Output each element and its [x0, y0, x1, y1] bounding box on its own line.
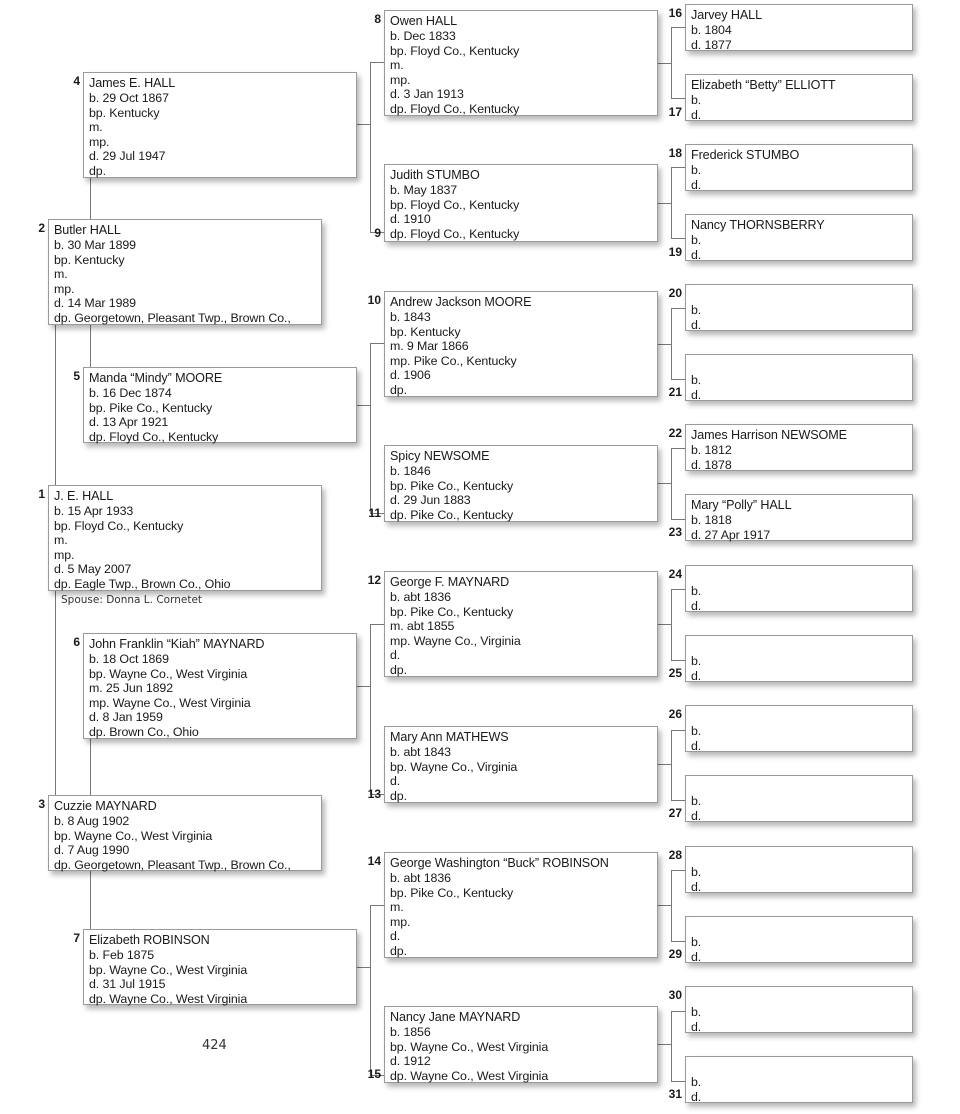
person-fact: dp. Wayne Co., West Virginia: [89, 991, 248, 1006]
bracket-4-spine: [370, 62, 371, 232]
person-box-6[interactable]: [83, 633, 357, 739]
person-fact: b. May 1837: [390, 183, 458, 197]
person-name: [691, 778, 908, 794]
person-box-14[interactable]: [384, 852, 658, 958]
ahnentafel-number: 17: [668, 105, 682, 119]
connector-4-2: [90, 178, 91, 219]
person-box-30[interactable]: [685, 986, 913, 1033]
person-fact: dp.: [390, 382, 407, 397]
person-fact: d.: [691, 177, 702, 192]
person-name: [691, 708, 908, 724]
person-box-21[interactable]: [685, 354, 913, 401]
person-fact: d. 7 Aug 1990: [54, 843, 130, 858]
person-fact: b. 15 Apr 1933: [54, 504, 134, 518]
person-name: Cuzzie MAYNARD: [54, 799, 157, 813]
person-fact: b.: [691, 794, 702, 808]
ahnentafel-number: 27: [668, 806, 682, 820]
person-name: [691, 989, 908, 1005]
person-fact: b. 30 Mar 1899: [54, 238, 136, 252]
connector-6-3: [90, 739, 91, 795]
bracket-9-bottom: [671, 238, 685, 239]
person-name: Judith STUMBO: [390, 168, 480, 182]
ahnentafel-number: 8: [374, 12, 381, 26]
person-fact: d. 31 Jul 1915: [89, 977, 166, 992]
person-fact: b.: [691, 1005, 702, 1019]
person-fact: b. abt 1836: [390, 871, 451, 885]
person-fact: b. 1818: [691, 513, 732, 527]
bracket-13-stem: [658, 764, 671, 765]
ahnentafel-number: 5: [73, 369, 80, 383]
ahnentafel-number: 30: [668, 988, 682, 1002]
page-number: 424: [202, 1038, 227, 1053]
ahnentafel-number: 31: [668, 1087, 682, 1101]
person-fact: m.: [89, 120, 103, 135]
person-fact: b.: [691, 1075, 702, 1089]
bracket-4-stem: [357, 124, 370, 125]
person-name: Owen HALL: [390, 14, 458, 28]
bracket-15-stem: [658, 1044, 671, 1045]
ahnentafel-number: 19: [668, 245, 682, 259]
bracket-7-spine: [370, 905, 371, 1075]
bracket-11-stem: [658, 483, 671, 484]
person-fact: b. Dec 1833: [390, 29, 456, 43]
person-fact: mp.: [54, 281, 75, 296]
person-fact: m.: [390, 58, 404, 73]
person-fact: b. 18 Oct 1869: [89, 652, 169, 666]
person-fact: b.: [691, 865, 702, 879]
person-name: Jarvey HALL: [691, 8, 762, 22]
person-fact: dp. Georgetown, Pleasant Twp., Brown Co.,: [54, 310, 291, 325]
person-fact: bp. Floyd Co., Kentucky: [54, 518, 184, 533]
person-name: Mary Ann MATHEWS: [390, 730, 509, 744]
bracket-15-bottom: [671, 1081, 685, 1082]
bracket-11-bottom: [671, 519, 685, 520]
bracket-11-top: [671, 448, 685, 449]
bracket-6-top: [370, 624, 384, 625]
bracket-13-spine: [671, 730, 672, 800]
person-fact: m. 25 Jun 1892: [89, 681, 174, 696]
ahnentafel-number: 4: [73, 74, 80, 88]
ahnentafel-number: 15: [367, 1067, 381, 1081]
person-fact: b.: [691, 163, 702, 177]
person-fact: d. 14 Mar 1989: [54, 296, 136, 311]
person-fact: m.: [390, 900, 404, 915]
person-fact: b. abt 1843: [390, 745, 451, 759]
person-box-12[interactable]: [384, 571, 658, 677]
person-name: Frederick STUMBO: [691, 148, 800, 162]
person-box-25[interactable]: [685, 635, 913, 682]
person-fact: b. 1843: [390, 310, 431, 324]
person-fact: d. 8 Jan 1959: [89, 710, 163, 725]
person-fact: b. 29 Oct 1867: [89, 91, 169, 105]
person-box-3[interactable]: [48, 795, 322, 871]
bracket-6-stem: [357, 686, 370, 687]
person-fact: dp. Pike Co., Kentucky: [390, 507, 514, 522]
person-fact: bp. Pike Co., Kentucky: [390, 604, 514, 619]
person-name: [691, 357, 908, 373]
person-fact: d.: [390, 774, 401, 789]
person-fact: d.: [691, 247, 702, 262]
person-fact: b.: [691, 584, 702, 598]
person-fact: m.: [54, 533, 68, 548]
person-name: Nancy THORNSBERRY: [691, 218, 825, 232]
connector-2-1: [55, 325, 56, 485]
person-name: [691, 638, 908, 654]
bracket-13-top: [671, 730, 685, 731]
person-fact: b.: [691, 303, 702, 317]
person-fact: dp. Floyd Co., Kentucky: [390, 101, 520, 116]
person-name: [691, 287, 908, 303]
person-fact: d. 1910: [390, 212, 431, 227]
person-name: Andrew Jackson MOORE: [390, 295, 532, 309]
person-name: George F. MAYNARD: [390, 575, 510, 589]
bracket-5-spine: [370, 343, 371, 513]
person-fact: b.: [691, 724, 702, 738]
person-fact: mp.: [390, 72, 411, 87]
person-fact: d.: [691, 808, 702, 823]
person-box-29[interactable]: [685, 916, 913, 963]
bracket-15-spine: [671, 1011, 672, 1081]
person-fact: b. Feb 1875: [89, 948, 155, 962]
person-fact: bp. Kentucky: [390, 324, 461, 339]
bracket-10-spine: [671, 308, 672, 379]
person-name: Spicy NEWSOME: [390, 449, 490, 463]
person-box-16[interactable]: [685, 4, 913, 51]
person-box-31[interactable]: [685, 1056, 913, 1103]
person-fact: bp. Floyd Co., Kentucky: [390, 197, 520, 212]
bracket-12-spine: [671, 589, 672, 660]
bracket-7-stem: [357, 967, 370, 968]
bracket-10-top: [671, 308, 685, 309]
bracket-5-top: [370, 343, 384, 344]
ahnentafel-number: 3: [38, 797, 45, 811]
person-box-18[interactable]: [685, 144, 913, 191]
person-box-2[interactable]: [48, 219, 322, 325]
person-fact: d.: [691, 387, 702, 402]
bracket-12-bottom: [671, 660, 685, 661]
ahnentafel-number: 23: [668, 525, 682, 539]
person-name: [691, 919, 908, 935]
ahnentafel-number: 9: [374, 226, 381, 240]
person-fact: mp.: [54, 547, 75, 562]
ahnentafel-number: 10: [367, 293, 381, 307]
person-fact: bp. Wayne Co., West Virginia: [89, 666, 248, 681]
person-box-13[interactable]: [384, 726, 658, 803]
bracket-10-stem: [658, 344, 671, 345]
ahnentafel-number: 26: [668, 707, 682, 721]
person-fact: d. 3 Jan 1913: [390, 87, 464, 102]
bracket-14-spine: [671, 870, 672, 941]
person-box-24[interactable]: [685, 565, 913, 612]
ahnentafel-number: 18: [668, 146, 682, 160]
person-fact: bp. Kentucky: [54, 252, 125, 267]
bracket-8-bottom: [671, 98, 685, 99]
person-name: Elizabeth ROBINSON: [89, 933, 210, 947]
person-box-26[interactable]: [685, 705, 913, 752]
person-name: John Franklin “Kiah” MAYNARD: [89, 637, 265, 651]
ahnentafel-number: 6: [73, 635, 80, 649]
person-fact: mp.: [390, 914, 411, 929]
person-box-10[interactable]: [384, 291, 658, 397]
person-fact: b.: [691, 93, 702, 107]
bracket-8-stem: [658, 63, 671, 64]
person-fact: m.: [54, 267, 68, 282]
bracket-11-spine: [671, 448, 672, 519]
person-name: James E. HALL: [89, 76, 176, 90]
person-fact: d. 27 Apr 1917: [691, 527, 771, 542]
person-fact: b. 1812: [691, 443, 732, 457]
person-fact: d.: [691, 949, 702, 964]
bracket-14-bottom: [671, 941, 685, 942]
person-fact: b. abt 1836: [390, 590, 451, 604]
person-name: [691, 849, 908, 865]
bracket-9-spine: [671, 167, 672, 238]
person-fact: b. 1846: [390, 464, 431, 478]
ahnentafel-number: 13: [367, 787, 381, 801]
bracket-14-stem: [658, 905, 671, 906]
person-fact: m. 9 Mar 1866: [390, 339, 469, 354]
person-fact: b. 16 Dec 1874: [89, 386, 172, 400]
ahnentafel-number: 28: [668, 848, 682, 862]
person-name: [691, 568, 908, 584]
bracket-10-bottom: [671, 379, 685, 380]
person-name: Elizabeth “Betty” ELLIOTT: [691, 78, 836, 92]
person-fact: d. 5 May 2007: [54, 562, 132, 577]
connector-1-3: [55, 591, 56, 795]
person-fact: d.: [691, 598, 702, 613]
connector-2-5: [90, 325, 91, 367]
ahnentafel-number: 11: [368, 506, 381, 520]
person-fact: dp.: [390, 662, 407, 677]
person-name: Nancy Jane MAYNARD: [390, 1010, 521, 1024]
person-fact: b.: [691, 373, 702, 387]
ahnentafel-number: 25: [668, 666, 682, 680]
person-fact: b.: [691, 233, 702, 247]
person-fact: bp. Wayne Co., West Virginia: [54, 828, 213, 843]
person-fact: d.: [691, 668, 702, 683]
person-box-11[interactable]: [384, 445, 658, 522]
bracket-7-top: [370, 905, 384, 906]
person-fact: d. 29 Jun 1883: [390, 493, 471, 508]
person-fact: b. 1804: [691, 23, 732, 37]
person-name: Manda “Mindy” MOORE: [89, 371, 223, 385]
spouse-note: Spouse: Donna L. Cornetet: [61, 594, 203, 606]
person-box-4[interactable]: [83, 72, 357, 178]
person-fact: bp. Kentucky: [89, 105, 160, 120]
ahnentafel-number: 1: [38, 487, 45, 501]
person-fact: bp. Floyd Co., Kentucky: [390, 43, 520, 58]
person-fact: bp. Pike Co., Kentucky: [390, 478, 514, 493]
person-fact: bp. Pike Co., Kentucky: [89, 400, 213, 415]
person-box-27[interactable]: [685, 775, 913, 822]
person-fact: dp. Georgetown, Pleasant Twp., Brown Co.,: [54, 857, 291, 872]
person-fact: d.: [691, 879, 702, 894]
ahnentafel-number: 21: [668, 385, 682, 399]
person-fact: mp. Wayne Co., West Virginia: [89, 695, 251, 710]
person-fact: d.: [691, 738, 702, 753]
bracket-8-spine: [671, 27, 672, 98]
ahnentafel-number: 2: [38, 221, 45, 235]
person-fact: d. 1912: [390, 1054, 431, 1069]
ahnentafel-number: 14: [367, 854, 381, 868]
person-fact: d. 1878: [691, 457, 732, 472]
bracket-12-stem: [658, 624, 671, 625]
person-name: George Washington “Buck” ROBINSON: [390, 856, 609, 870]
person-box-9[interactable]: [384, 164, 658, 242]
person-fact: d.: [691, 1019, 702, 1034]
person-fact: bp. Wayne Co., Virginia: [390, 759, 518, 774]
bracket-13-bottom: [671, 800, 685, 801]
person-fact: dp. Floyd Co., Kentucky: [390, 226, 520, 241]
person-box-5[interactable]: [83, 367, 357, 443]
person-fact: b. 1856: [390, 1025, 431, 1039]
bracket-9-stem: [658, 203, 671, 204]
person-fact: dp. Floyd Co., Kentucky: [89, 429, 219, 444]
person-fact: dp. Eagle Twp., Brown Co., Ohio: [54, 576, 231, 591]
bracket-15-top: [671, 1011, 685, 1012]
person-fact: dp. Wayne Co., West Virginia: [390, 1068, 549, 1083]
person-box-17[interactable]: [685, 74, 913, 121]
bracket-5-stem: [357, 405, 370, 406]
person-fact: mp. Wayne Co., Virginia: [390, 633, 521, 648]
person-name: [691, 1059, 908, 1075]
bracket-4-top: [370, 62, 384, 63]
ahnentafel-number: 20: [668, 286, 682, 300]
person-fact: bp. Pike Co., Kentucky: [390, 885, 514, 900]
bracket-9-top: [671, 167, 685, 168]
person-fact: dp.: [390, 943, 407, 958]
person-fact: d. 13 Apr 1921: [89, 415, 169, 430]
person-fact: b.: [691, 654, 702, 668]
person-box-8[interactable]: [384, 10, 658, 116]
bracket-12-top: [671, 589, 685, 590]
connector-3-7: [90, 871, 91, 929]
ahnentafel-number: 24: [668, 567, 682, 581]
person-fact: mp.: [89, 134, 110, 149]
person-name: Butler HALL: [54, 223, 121, 237]
person-name: J. E. HALL: [54, 489, 114, 503]
ahnentafel-number: 7: [73, 931, 80, 945]
ahnentafel-number: 16: [668, 6, 682, 20]
person-fact: dp. Brown Co., Ohio: [89, 724, 199, 739]
ahnentafel-number: 29: [668, 947, 682, 961]
person-fact: d. 29 Jul 1947: [89, 149, 166, 164]
ahnentafel-number: 12: [367, 573, 381, 587]
person-fact: bp. Wayne Co., West Virginia: [390, 1039, 549, 1054]
person-fact: b. 8 Aug 1902: [54, 814, 130, 828]
person-fact: d.: [691, 1089, 702, 1104]
person-fact: d.: [691, 317, 702, 332]
person-box-7[interactable]: [83, 929, 357, 1005]
person-fact: b.: [691, 935, 702, 949]
person-fact: m. abt 1855: [390, 619, 455, 634]
person-fact: d.: [691, 107, 702, 122]
bracket-14-top: [671, 870, 685, 871]
person-fact: mp. Pike Co., Kentucky: [390, 353, 517, 368]
person-fact: d.: [390, 648, 401, 663]
person-box-20[interactable]: [685, 284, 913, 331]
person-fact: d.: [390, 929, 401, 944]
ahnentafel-number: 22: [668, 426, 682, 440]
person-box-23[interactable]: [685, 494, 913, 541]
person-box-22[interactable]: [685, 424, 913, 471]
person-box-15[interactable]: [384, 1006, 658, 1083]
person-fact: bp. Wayne Co., West Virginia: [89, 962, 248, 977]
person-fact: d. 1906: [390, 368, 431, 383]
person-fact: d. 1877: [691, 37, 732, 52]
person-name: Mary “Polly” HALL: [691, 498, 792, 512]
person-box-19[interactable]: [685, 214, 913, 261]
person-fact: dp.: [89, 163, 106, 178]
bracket-8-top: [671, 27, 685, 28]
bracket-6-spine: [370, 624, 371, 794]
person-box-1[interactable]: [48, 485, 322, 591]
person-fact: dp.: [390, 788, 407, 803]
person-box-28[interactable]: [685, 846, 913, 893]
person-name: James Harrison NEWSOME: [691, 428, 847, 442]
